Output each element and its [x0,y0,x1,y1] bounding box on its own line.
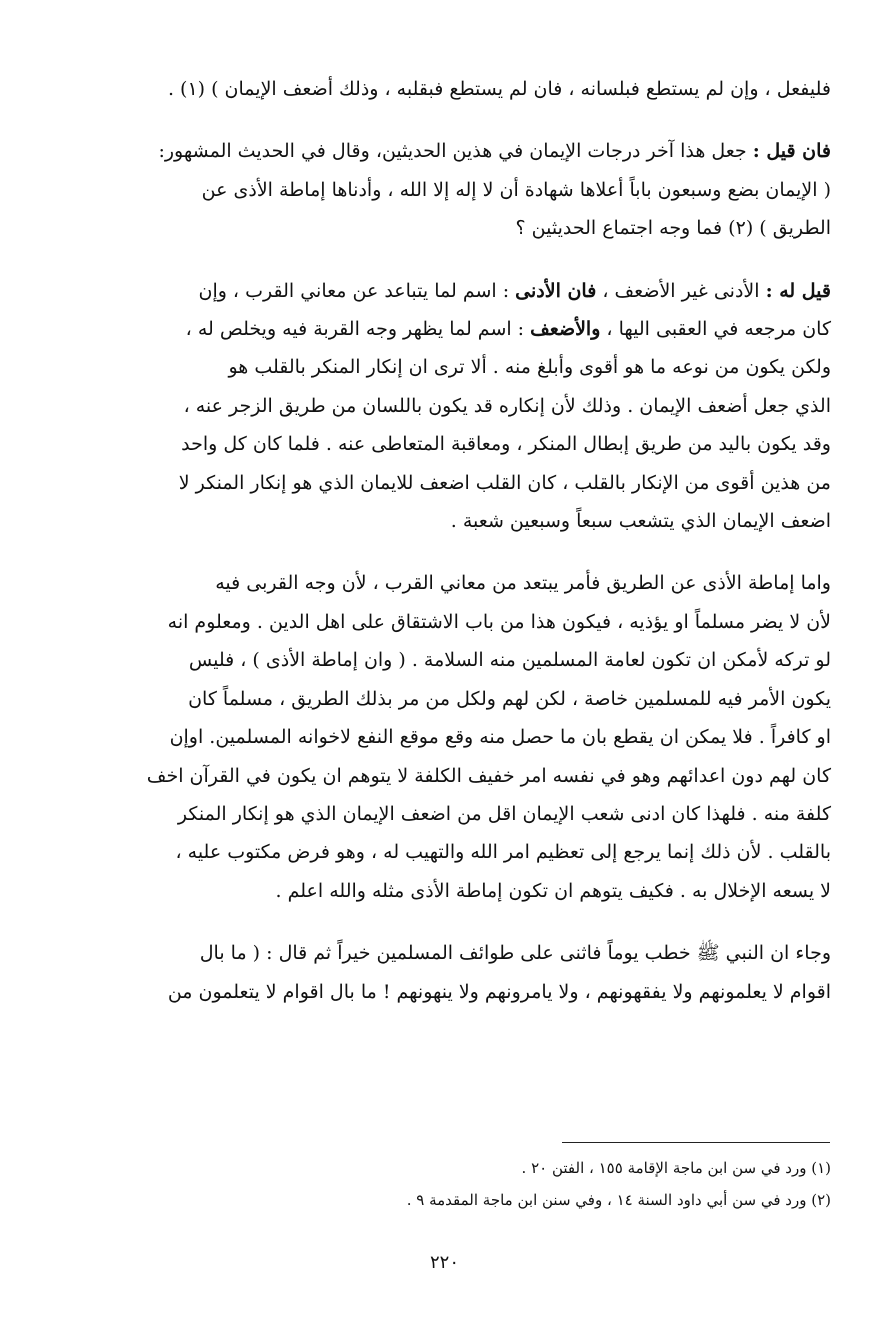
text-segment: : اسم لما يظهر وجه القربة فيه ويخلص له ، [185,318,531,341]
paragraph [78,564,831,910]
paragraph [78,934,831,1011]
text-segment: اقوام لا يعلمونهم ولا يفقهونهم ، ولا يامرونهم ولا ينهونهم ! ما بال اقوام لا يتعلمون من [167,980,831,1003]
text-segment: فان الأدنى [515,279,597,302]
text-segment: جعل هذا آخر درجات الإيمان في هذين الحديثين، وقال في الحديث المشهور: [158,140,753,163]
text-line [78,502,831,540]
text-line [78,70,831,108]
text-line [78,425,831,463]
text-line [78,272,831,310]
text-segment: : اسم لما يتباعد عن معاني القرب ، وإن [198,279,516,302]
text-line [78,757,831,795]
text-segment: والأضعف [530,318,601,341]
text-line [78,464,831,502]
text-line [78,718,831,756]
text-segment: وقد يكون باليد من طريق إبطال المنكر ، ومعاقبة المتعاطى عنه . فلما كان كل واحد [181,433,831,456]
text-line [78,209,831,247]
text-segment: اضعف الإيمان الذي يتشعب سبعاً وسبعين شعبة . [450,510,831,533]
text-line [78,564,831,602]
text-segment: واما إماطة الأذى عن الطريق فأمر يبتعد من معاني القرب ، لأن وجه القربى فيه [215,572,831,595]
footnote-separator [562,1142,830,1143]
text-segment: الطريق ) (٢) فما وجه اجتماع الحديثين ؟ [515,217,831,240]
text-segment: لا يسعه الإخلال به . فكيف يتوهم ان تكون إماطة الأذى مثله والله اعلم . [275,879,831,902]
text-line [78,641,831,679]
text-segment: بالقلب . لأن ذلك إنما يرجع إلى تعظيم امر الله والتهيب له ، وهو فرض مكتوب عليه ، [175,841,831,864]
text-segment: لأن لا يضر مسلماً او يؤذيه ، فيكون هذا من باب الاشتقاق على اهل الدين . ومعلوم انه [167,610,831,633]
text-line [78,171,831,209]
footnotes [78,1152,831,1216]
text-segment: كان مرجعه في العقبى اليها ، [600,318,831,341]
main-text [78,70,831,1011]
text-segment: قيل له : [765,279,831,302]
text-segment: الذي جعل أضعف الإيمان . وذلك لأن إنكاره قد يكون باللسان من طريق الزجر عنه ، [183,394,831,417]
text-segment: لو تركه لأمكن ان تكون لعامة المسلمين منه السلامة . ( وان إماطة الأذى ) ، فليس [188,649,831,672]
footnote: (٢) ورد في سن أبي داود السنة ١٤ ، وفي سنن ابن ماجة المقدمة ٩ . [406,1191,831,1209]
text-line [78,680,831,718]
text-line [78,603,831,641]
text-line [78,872,831,910]
text-segment: فليفعل ، وإن لم يستطع فبلسانه ، فان لم يستطع فبقلبه ، وذلك أضعف الإيمان ) (١) . [167,78,831,100]
text-segment: ولكن يكون من نوعه ما هو أقوى وأبلغ منه . ألا ترى ان إنكار المنكر بالقلب هو [228,356,831,379]
text-segment: من هذين أقوى من الإنكار بالقلب ، كان القلب اضعف للايمان الذي هو إنكار المنكر لا [178,471,831,494]
paragraph [78,272,831,541]
text-segment: كان لهم دون اعدائهم وهو في نفسه امر خفيف الكلفة لا يتوهم ان يكون في القرآن اخف [146,764,831,787]
text-segment: يكون الأمر فيه للمسلمين خاصة ، لكن لهم ولكل من مر بذلك الطريق ، مسلماً كان [188,687,831,710]
text-segment: ( الإيمان بضع وسبعون باباً أعلاها شهادة أن لا إله إلا الله ، وأدناها إماطة الأذى عن [201,178,831,201]
text-segment: فان قيل : [752,140,831,163]
text-segment: او كافراً . فلا يمكن ان يقطع بان ما حصل منه وقع موقع النفع لاخوانه المسلمين. اوإن [169,726,831,749]
text-line [78,348,831,386]
text-segment: الأدنى غير الأضعف ، [596,279,766,302]
text-segment: وجاء ان النبي ﷺ خطب يوماً فاثنى على طوائف المسلمين خيراً ثم قال : ( ما بال [199,942,831,965]
footnote: (١) ورد في سن ابن ماجة الإقامة ١٥٥ ، الفتن ٢٠ . [521,1159,831,1177]
page-number: ٢٢٠ [429,1252,459,1273]
text-line [78,387,831,425]
text-line [78,973,831,1011]
text-line [78,795,831,833]
text-line [78,132,831,170]
text-segment: كلفة منه . فلهذا كان ادنى شعب الإيمان اقل من اضعف الإيمان الذي هو إنكار المنكر [177,802,831,825]
paragraph [78,70,831,108]
text-line [78,934,831,972]
text-line [78,310,831,348]
text-line [78,833,831,871]
paragraph [78,132,831,247]
